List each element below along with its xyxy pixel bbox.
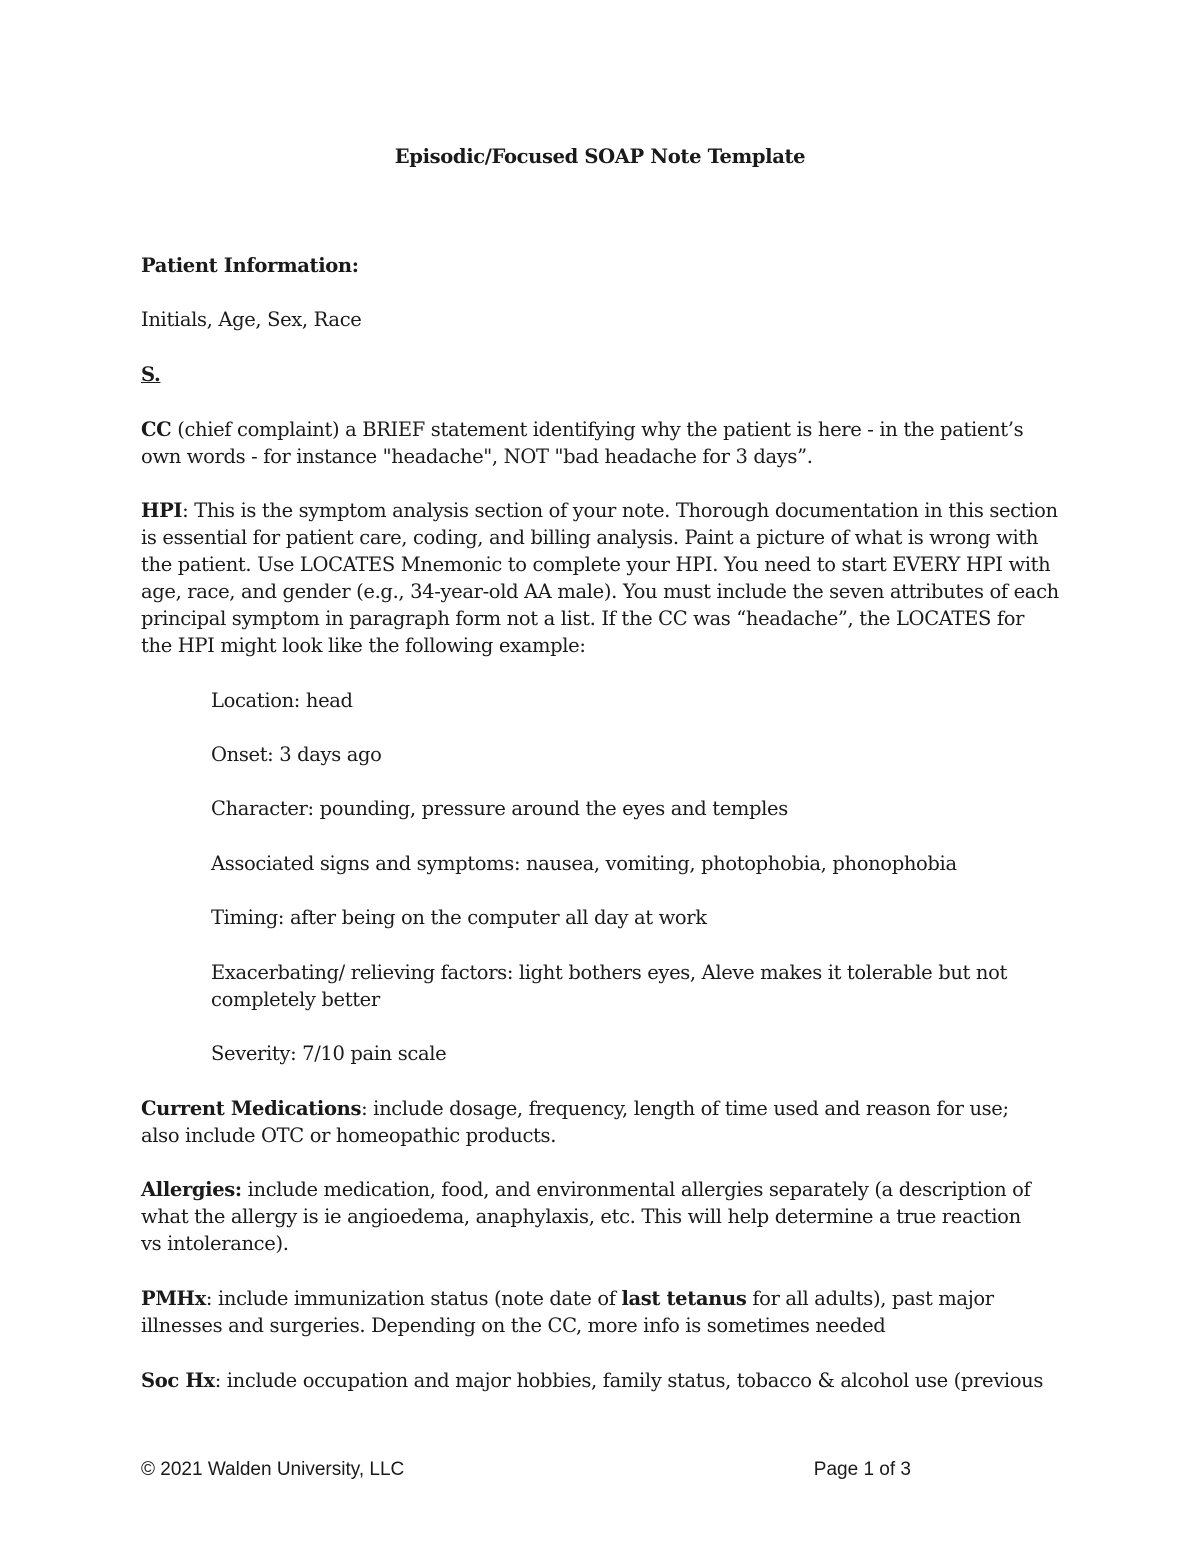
locates-item: Onset: 3 days ago [211, 743, 382, 766]
page-number: Page 1 of 3 [813, 1459, 911, 1480]
locates-item: Severity: 7/10 pain scale [211, 1042, 447, 1065]
title-wrap [0, 142, 1200, 168]
cc-text: (chief complaint) a BRIEF statement identifying why the patient is here - in the patient’s own words - for instance "headache", NOT "bad headache for 3 days”. [141, 418, 1024, 468]
page-footer [141, 1459, 911, 1481]
patient-info-heading: Patient Information: [141, 254, 359, 277]
pmhx-paragraph: PMHx: include immunization status (note date of last tetanus for all adults), past major illnesses and surgeries. Depending on the CC, more info is sometimes needed [141, 1287, 994, 1337]
locates-item: Timing: after being on the computer all day at work [211, 906, 707, 929]
current-medications-label: Current Medications [141, 1097, 362, 1120]
cc-paragraph [141, 416, 1041, 470]
current-medications-paragraph: Current Medications: include dosage, frequency, length of time used and reason for use; also include OTC or homeopathic products. [141, 1097, 1009, 1147]
pmhx-label: PMHx [141, 1287, 206, 1310]
hpi-paragraph [141, 497, 1059, 659]
document-title: Episodic/Focused SOAP Note Template [394, 145, 806, 168]
locates-item: Location: head [211, 689, 353, 712]
copyright-text: © 2021 Walden University, LLC [141, 1459, 405, 1480]
allergies-label: Allergies: [141, 1178, 242, 1201]
last-tetanus-emphasis: last tetanus [621, 1287, 747, 1310]
hpi-text: : This is the symptom analysis section of your note. Thorough documentation in this section is essential for patient care, coding, and billing analysis. Paint a picture of what is wrong with the patient. Use LOCATES Mnemonic to complete your HPI. You need to start EVERY HPI with age, race, and gender (e.g., 34-year-old AA male). You must include the seven attributes of each principal symptom in paragraph form not a list. If the CC was “headache”, the LOCATES for the HPI might look like the following example: [141, 499, 1059, 657]
soc-hx-paragraph: Soc Hx: include occupation and major hobbies, family status, tobacco & alcohol use (previous [141, 1369, 1044, 1392]
allergies-paragraph: Allergies: include medication, food, and environmental allergies separately (a description of what the allergy is ie angioedema, anaphylaxis, etc. This will help determine a true reaction vs intolerance). [141, 1178, 1031, 1255]
s-heading: S. [141, 363, 161, 386]
soc-hx-label: Soc Hx [141, 1369, 215, 1392]
locates-item: Associated signs and symptoms: nausea, vomiting, photophobia, phonophobia [211, 852, 957, 875]
locates-item: Character: pounding, pressure around the eyes and temples [211, 797, 788, 820]
cc-label: CC [141, 418, 172, 441]
locates-item: Exacerbating/ relieving factors: light bothers eyes, Aleve makes it tolerable but not completely better [211, 961, 1007, 1011]
patient-info-value: Initials, Age, Sex, Race [141, 308, 362, 331]
hpi-label: HPI [141, 499, 183, 522]
